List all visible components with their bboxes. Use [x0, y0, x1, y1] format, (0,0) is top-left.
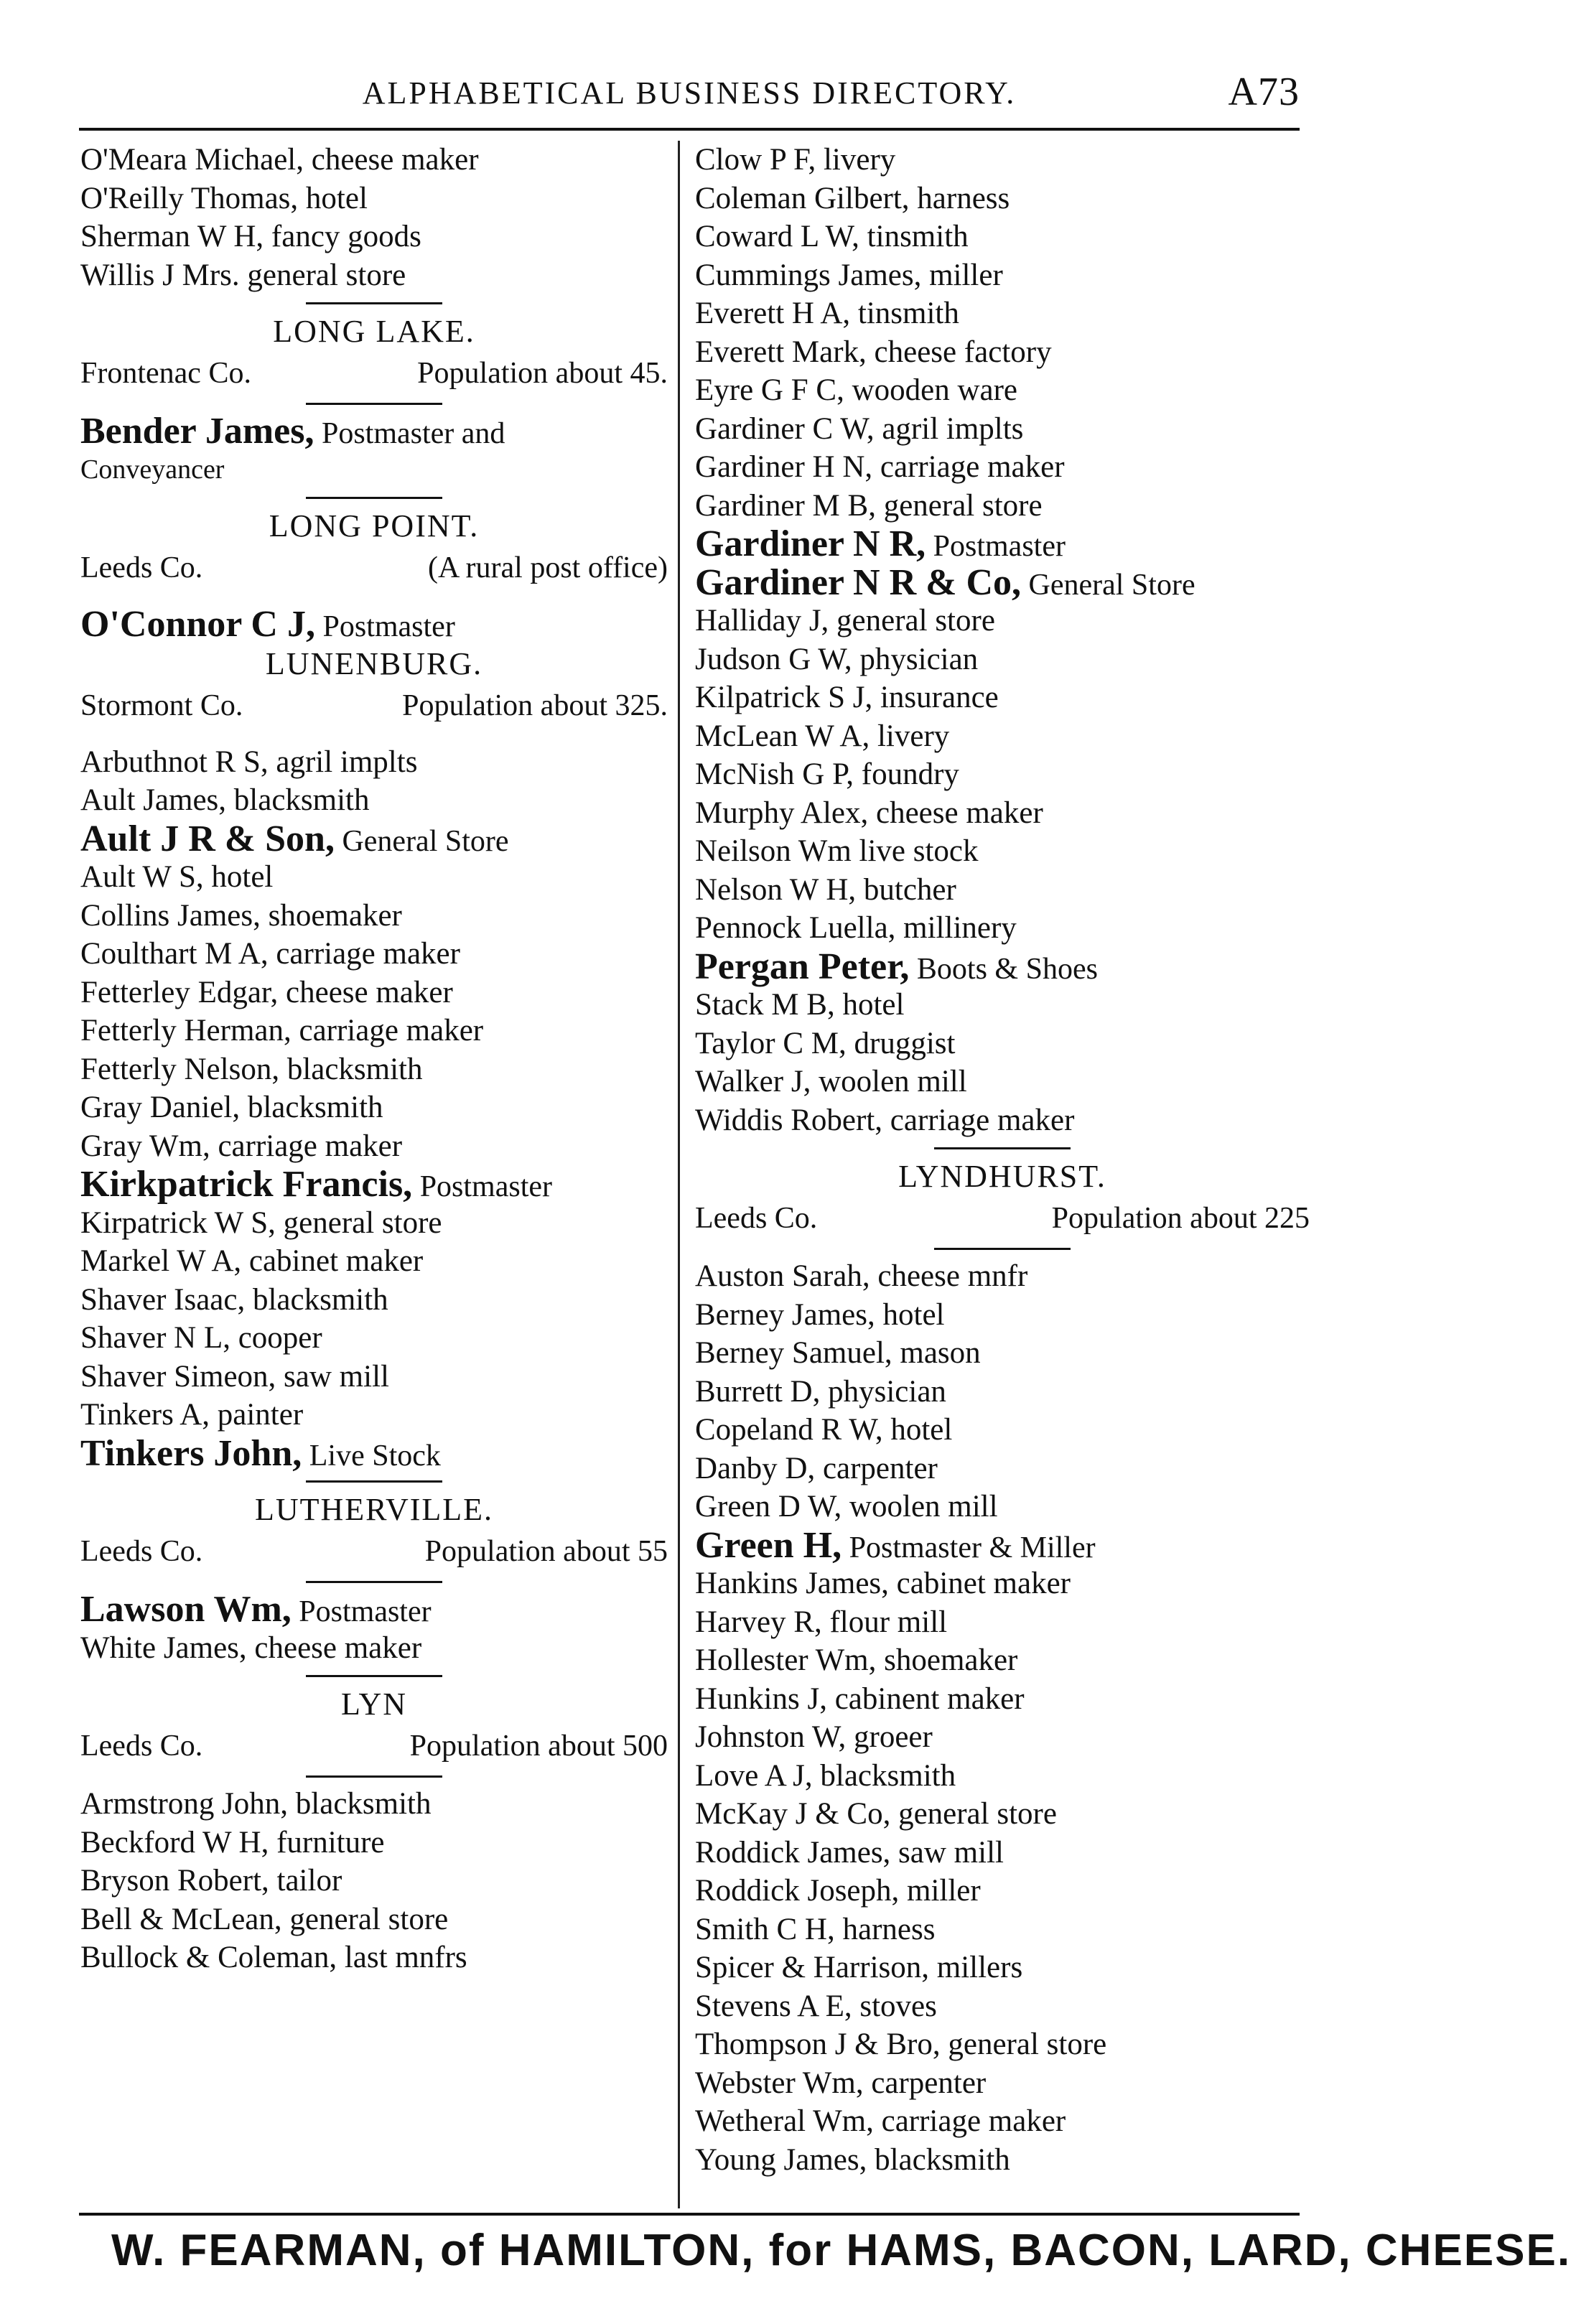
county: Leeds Co.	[80, 1730, 203, 1763]
place-heading: LYN	[340, 1686, 408, 1722]
entry-description: Live Stock	[302, 1439, 441, 1473]
left-column	[80, 141, 668, 1977]
directory-entry-featured	[695, 525, 1310, 564]
directory-entry: Copeland R W, hotel	[695, 1413, 953, 1447]
directory-entry: Bryson Robert, tailor	[80, 1864, 342, 1898]
directory-entry: Bullock & Coleman, last mnfrs	[80, 1941, 467, 1974]
directory-entry: Gardiner C W, agril implts	[695, 411, 1024, 446]
directory-entry: Love A J, blacksmith	[695, 1758, 956, 1793]
directory-entry-featured	[80, 1434, 668, 1473]
directory-entry: Everett Mark, cheese factory	[695, 335, 1052, 369]
entry-name: Gardiner N R & Co,	[695, 561, 1022, 603]
directory-entry: Webster Wm, carpenter	[695, 2066, 987, 2100]
directory-entry: Smith C H, harness	[695, 1912, 936, 1946]
section-rule	[695, 1139, 1310, 1157]
population: Population about 500	[409, 1730, 668, 1763]
directory-entry: Spicer & Harrison, millers	[695, 1951, 1023, 1984]
section-rule	[80, 1667, 668, 1684]
entry-name: O'Connor C J,	[80, 604, 315, 645]
directory-entry: Armstrong John, blacksmith	[80, 1787, 432, 1821]
column-divider	[678, 141, 680, 2208]
directory-entry: Hankins James, cabinet maker	[695, 1567, 1071, 1600]
directory-entry: Roddick Joseph, miller	[695, 1874, 981, 1908]
directory-entry: Shaver Isaac, blacksmith	[80, 1282, 388, 1317]
directory-entry: Clow P F, livery	[695, 143, 896, 177]
population: (A rural post office)	[428, 551, 668, 584]
page-header	[79, 70, 1300, 132]
right-column	[695, 141, 1310, 2179]
advertisement-footer: W. FEARMAN, of HAMILTON, for HAMS, BACON, LARD, CHEESE.	[111, 2226, 1571, 2275]
directory-entry: Young James, blacksmith	[695, 2142, 1010, 2177]
directory-entry: Kilpatrick S J, insurance	[695, 681, 999, 714]
entry-name: Lawson Wm,	[80, 1589, 292, 1630]
directory-entry: Collins James, shoemaker	[80, 898, 402, 933]
directory-entry: Fetterly Herman, carriage maker	[80, 1014, 484, 1047]
section-rule	[80, 294, 668, 312]
directory-entry: Sherman W H, fancy goods	[80, 220, 421, 253]
entry-description: Postmaster	[291, 1595, 432, 1628]
directory-entry: Gray Daniel, blacksmith	[80, 1091, 383, 1124]
county: Leeds Co.	[80, 1535, 203, 1568]
directory-entry: Taylor C M, druggist	[695, 1026, 956, 1060]
spacer	[80, 589, 668, 605]
place-heading: LONG LAKE.	[273, 314, 475, 349]
directory-entry: Hunkins J, cabinent maker	[695, 1681, 1025, 1716]
entry-description: Postmaster	[412, 1170, 553, 1203]
entry-description: General Store	[334, 824, 509, 858]
directory-entry: Danby D, carpenter	[695, 1451, 938, 1485]
entry-name: Green H,	[695, 1524, 842, 1566]
directory-entry: Coward L W, tinsmith	[695, 220, 969, 253]
directory-entry: Judson G W, physician	[695, 642, 979, 676]
county: Leeds Co.	[80, 551, 203, 584]
population: Population about 225	[1051, 1202, 1310, 1235]
section-rule	[80, 1473, 668, 1490]
place-heading: LUTHERVILLE.	[254, 1492, 494, 1527]
section-rule	[80, 1768, 668, 1785]
population: Population about 45.	[417, 357, 668, 390]
entry-description: Postmaster and	[314, 417, 505, 450]
directory-entry-featured	[80, 820, 668, 859]
directory-entry: Hollester Wm, shoemaker	[695, 1643, 1018, 1677]
directory-entry: Everett H A, tinsmith	[695, 297, 959, 330]
entry-description: Postmaster	[314, 610, 455, 643]
section-rule	[695, 1240, 1310, 1257]
running-title: ALPHABETICAL BUSINESS DIRECTORY.	[362, 75, 1017, 111]
directory-entry: Neilson Wm live stock	[695, 834, 979, 868]
place-details	[80, 352, 668, 395]
directory-entry: Gardiner M B, general store	[695, 488, 1043, 523]
entry-description: Boots & Shoes	[909, 952, 1098, 986]
directory-entry: Beckford W H, furniture	[80, 1825, 385, 1859]
section-rule	[80, 489, 668, 506]
directory-entry: Shaver Simeon, saw mill	[80, 1359, 389, 1394]
entry-name: Tinkers John,	[80, 1432, 302, 1474]
directory-entry: Widdis Robert, carriage maker	[695, 1103, 1075, 1137]
directory-entry-featured	[80, 1165, 668, 1204]
directory-entry: Fetterly Nelson, blacksmith	[80, 1052, 423, 1086]
directory-entry: Harvey R, flour mill	[695, 1605, 948, 1639]
directory-entry: Berney Samuel, mason	[695, 1336, 981, 1370]
page-number: A73	[1228, 70, 1300, 114]
directory-entry: Nelson W H, butcher	[695, 872, 956, 907]
directory-entry: Berney James, hotel	[695, 1297, 945, 1332]
directory-entry-featured	[695, 948, 1310, 986]
directory-entry: White James, cheese maker	[80, 1630, 422, 1665]
directory-entry: Murphy Alex, cheese maker	[695, 795, 1043, 830]
directory-entry: Roddick James, saw mill	[695, 1835, 1004, 1870]
directory-entry: Shaver N L, cooper	[80, 1321, 322, 1355]
directory-entry: McKay J & Co, general store	[695, 1797, 1057, 1831]
footer-rule	[79, 2213, 1300, 2216]
directory-entry: Pennock Luella, millinery	[695, 911, 1017, 945]
directory-entry: Green D W, woolen mill	[695, 1490, 998, 1523]
place-details	[80, 546, 668, 589]
directory-entry: Walker J, woolen mill	[695, 1065, 967, 1098]
directory-entry: Bell & McLean, general store	[80, 1902, 449, 1936]
place-heading: LYNDHURST.	[898, 1159, 1106, 1194]
directory-entry: Auston Sarah, cheese mnfr	[695, 1259, 1028, 1293]
directory-entry: Thompson J & Bro, general store	[695, 2027, 1107, 2061]
population: Population about 55	[424, 1535, 668, 1568]
directory-entry: Tinkers A, painter	[80, 1398, 304, 1432]
directory-entry: Coulthart M A, carriage maker	[80, 937, 460, 971]
directory-entry: Fetterley Edgar, cheese maker	[80, 975, 453, 1009]
directory-entry: Stevens A E, stoves	[695, 1989, 937, 2023]
entry-description: Postmaster	[926, 530, 1066, 563]
directory-entry: McLean W A, livery	[695, 719, 950, 753]
directory-entry-featured	[80, 605, 668, 644]
header-rule	[79, 128, 1300, 131]
section-rule	[80, 1573, 668, 1590]
entry-name: Bender James,	[80, 411, 314, 452]
directory-entry: Gardiner H N, carriage maker	[695, 450, 1065, 484]
entry-description: Postmaster & Miller	[842, 1531, 1096, 1564]
place-details	[80, 684, 668, 727]
directory-entry: McNish G P, foundry	[695, 757, 959, 791]
directory-entry: Gray Wm, carriage maker	[80, 1129, 403, 1163]
directory-entry: Burrett D, physician	[695, 1374, 946, 1409]
entry-name: Pergan Peter,	[695, 946, 910, 987]
entry-name: Ault J R & Son,	[80, 818, 335, 859]
county: Stormont Co.	[80, 689, 243, 722]
entry-name: Kirkpatrick Francis,	[80, 1164, 413, 1205]
directory-entry: Conveyancer	[80, 454, 225, 485]
place-details	[695, 1197, 1310, 1240]
directory-entry: Stack M B, hotel	[695, 988, 905, 1022]
population: Population about 325.	[402, 689, 668, 722]
place-heading: LONG POINT.	[269, 508, 480, 543]
directory-entry: Eyre G F C, wooden ware	[695, 373, 1018, 407]
directory-entry-featured	[80, 412, 668, 451]
place-heading: LUNENBURG.	[265, 645, 483, 681]
directory-entry-featured	[695, 1526, 1310, 1565]
section-rule	[80, 395, 668, 412]
directory-entry: Ault James, blacksmith	[80, 783, 370, 817]
directory-entry: Johnston W, groeer	[695, 1720, 933, 1754]
county: Leeds Co.	[695, 1202, 818, 1235]
directory-entry: Coleman Gilbert, harness	[695, 181, 1010, 215]
directory-entry: Halliday J, general store	[695, 604, 995, 638]
directory-entry: Willis J Mrs. general store	[80, 258, 406, 292]
directory-entry-featured	[695, 561, 1310, 603]
entry-description: General Store	[1021, 568, 1195, 602]
directory-entry: Markel W A, cabinet maker	[80, 1244, 424, 1278]
directory-entry: Wetheral Wm, carriage maker	[695, 2104, 1066, 2138]
place-details	[80, 1530, 668, 1573]
place-details	[80, 1725, 668, 1768]
county: Frontenac Co.	[80, 357, 251, 390]
directory-entry: Arbuthnot R S, agril implts	[80, 745, 418, 779]
directory-entry: Cummings James, miller	[695, 258, 1003, 292]
directory-entry-featured	[80, 1590, 668, 1629]
entry-name: Gardiner N R,	[695, 523, 926, 564]
spacer	[80, 727, 668, 743]
directory-entry: Kirpatrick W S, general store	[80, 1205, 442, 1240]
directory-entry: O'Meara Michael, cheese maker	[80, 143, 479, 177]
directory-entry: Ault W S, hotel	[80, 860, 274, 894]
directory-entry: O'Reilly Thomas, hotel	[80, 181, 368, 215]
